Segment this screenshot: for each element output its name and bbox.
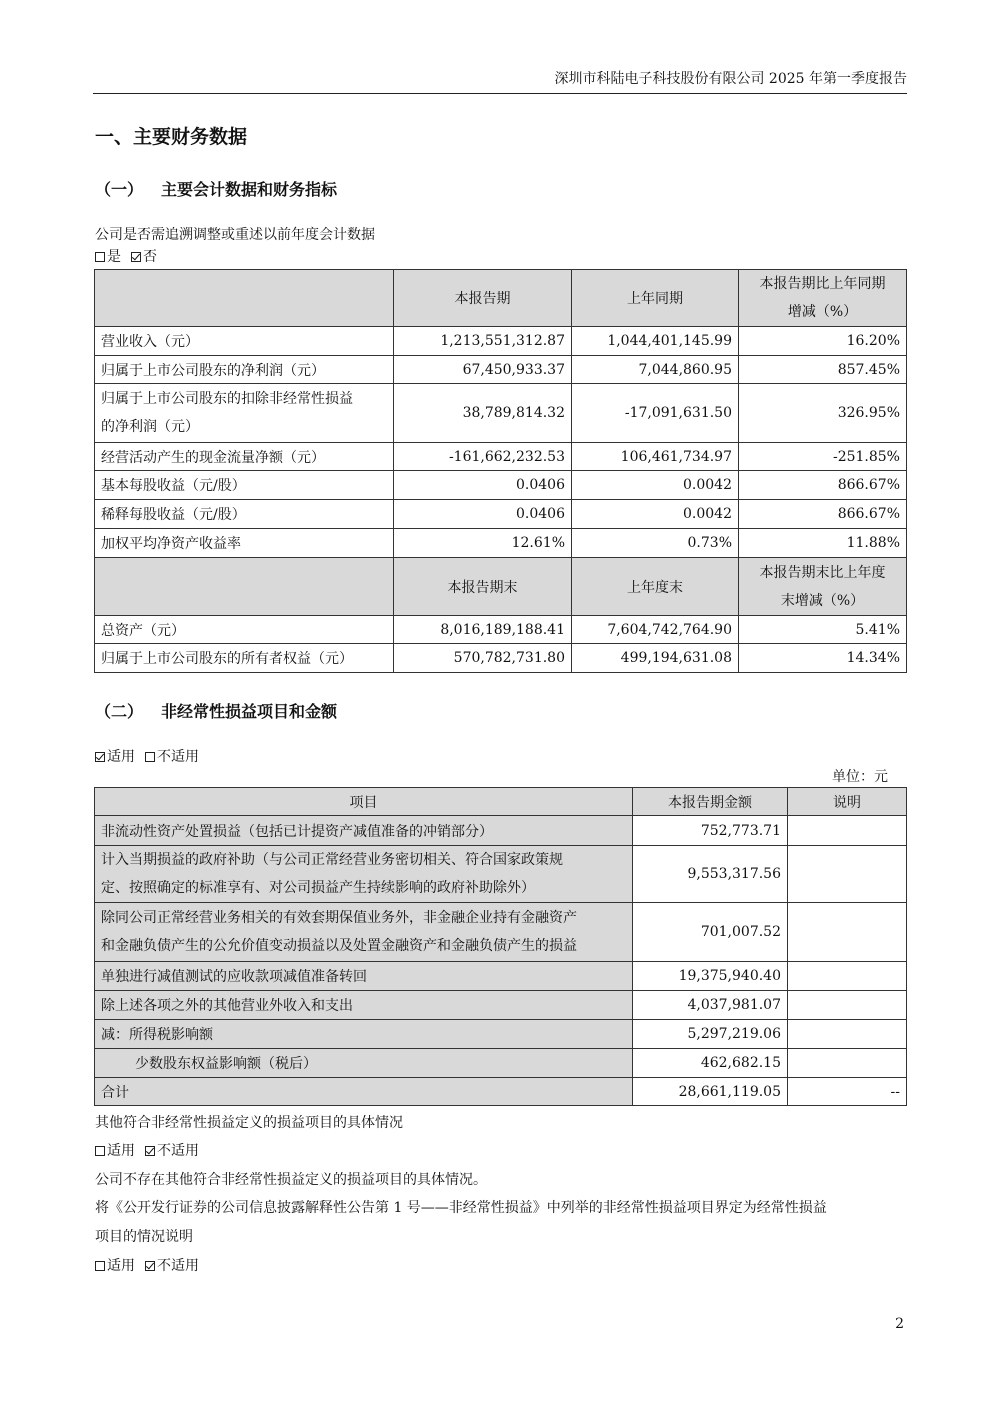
table-row <box>95 443 907 471</box>
item-remark <box>788 1020 907 1049</box>
report-title: 深圳市科陆电子科技股份有限公司 2025 年第一季度报告 <box>554 71 907 87</box>
financial-data-table <box>94 269 907 673</box>
row-prior: 106,461,734.97 <box>572 443 739 471</box>
checkbox-not-applies-checked-icon[interactable] <box>145 1261 155 1271</box>
applicable-options-3 <box>95 1255 199 1275</box>
applies-label: 适用 <box>107 749 135 765</box>
header-prior-period: 上年同期 <box>572 270 739 327</box>
row-label: 经营活动产生的现金流量净额（元） <box>95 443 394 471</box>
item-amount: 462,682.15 <box>633 1049 788 1078</box>
row-current: 12.61% <box>394 529 572 558</box>
row-current: 8,016,189,188.41 <box>394 616 572 644</box>
row-current: 0.0406 <box>394 471 572 500</box>
table1-header-row-2 <box>95 558 907 616</box>
item-label: 减：所得税影响额 <box>95 1020 633 1049</box>
unit-label: 单位：元 <box>832 769 888 785</box>
header-remark: 说明 <box>788 788 907 816</box>
row-current: -161,662,232.53 <box>394 443 572 471</box>
item-label-line2: 和金融负债产生的公允价值变动损益以及处置金融资产和金融负债产生的损益 <box>101 938 577 954</box>
row-prior: 1,044,401,145.99 <box>572 327 739 356</box>
row-current: 570,782,731.80 <box>394 644 572 673</box>
row-change: 866.67% <box>739 500 907 529</box>
table-row <box>95 616 907 644</box>
applies-label: 适用 <box>107 1258 135 1274</box>
row-current: 1,213,551,312.87 <box>394 327 572 356</box>
row-current: 67,450,933.37 <box>394 356 572 384</box>
header-change-line1: 本报告期比上年同期 <box>759 276 886 292</box>
item-amount: 5,297,219.06 <box>633 1020 788 1049</box>
subsection-1-label: 主要会计数据和财务指标 <box>161 180 338 199</box>
subsection-2-title <box>95 699 337 722</box>
total-amount: 28,661,119.05 <box>633 1078 788 1106</box>
row-prior: 499,194,631.08 <box>572 644 739 673</box>
header-current-period: 本报告期 <box>394 270 572 327</box>
row-change: 14.34% <box>739 644 907 673</box>
row-change: 857.45% <box>739 356 907 384</box>
item-label <box>95 903 633 962</box>
checkbox-not-applies-icon[interactable] <box>145 752 155 762</box>
row-prior: 0.0042 <box>572 471 739 500</box>
total-remark: -- <box>788 1078 907 1106</box>
row-prior: 0.73% <box>572 529 739 558</box>
header-change-line2: 增减（%） <box>787 304 858 320</box>
item-label <box>95 846 633 903</box>
other-items-title: 其他符合非经常性损益定义的损益项目的具体情况 <box>95 1115 403 1131</box>
table-row <box>95 846 907 903</box>
table-row <box>95 1049 907 1078</box>
table2-header-row <box>95 788 907 816</box>
header-change-pct-2 <box>739 558 907 616</box>
item-amount: 19,375,940.40 <box>633 962 788 991</box>
classification-note-line1: 将《公开发行证券的公司信息披露解释性公告第 1 号——非经常性损益》中列举的非经常性损益项目界定为经常性损益 <box>95 1200 827 1216</box>
applicable-options-1 <box>95 746 199 766</box>
row-change: -251.85% <box>739 443 907 471</box>
table-row <box>95 962 907 991</box>
table-row <box>95 991 907 1020</box>
row-change: 866.67% <box>739 471 907 500</box>
header2-change-line1: 本报告期末比上年度 <box>759 564 886 581</box>
restate-question: 公司是否需追溯调整或重述以前年度会计数据 <box>95 227 375 243</box>
item-amount: 752,773.71 <box>633 816 788 846</box>
row-label: 归属于上市公司股东的净利润（元） <box>95 356 394 384</box>
row-label: 基本每股收益（元/股） <box>95 471 394 500</box>
page-number: 2 <box>895 1316 904 1332</box>
item-amount: 4,037,981.07 <box>633 991 788 1020</box>
row-prior: 7,044,860.95 <box>572 356 739 384</box>
checkbox-not-applies-checked-icon[interactable] <box>145 1146 155 1156</box>
row-label-line1: 归属于上市公司股东的扣除非经常性损益 <box>101 391 353 407</box>
table-row <box>95 644 907 673</box>
item-label: 单独进行减值测试的应收款项减值准备转回 <box>95 962 633 991</box>
row-change: 5.41% <box>739 616 907 644</box>
item-amount: 701,007.52 <box>633 903 788 962</box>
table1-header-blank <box>95 270 394 327</box>
item-remark <box>788 962 907 991</box>
item-label-line1: 计入当期损益的政府补助（与公司正常经营业务密切相关、符合国家政策规 <box>101 852 563 868</box>
option-yes-label: 是 <box>107 249 121 265</box>
row-prior: 0.0042 <box>572 500 739 529</box>
classification-note-line2: 项目的情况说明 <box>95 1229 193 1245</box>
item-label: 除上述各项之外的其他营业外收入和支出 <box>95 991 633 1020</box>
other-items-statement: 公司不存在其他符合非经常性损益定义的损益项目的具体情况。 <box>95 1172 487 1188</box>
applies-label: 适用 <box>107 1143 135 1159</box>
table-row <box>95 816 907 846</box>
subsection-1-number: （一） <box>95 180 144 199</box>
item-label-line2: 定、按照确定的标准享有、对公司损益产生持续影响的政府补助除外） <box>101 880 535 896</box>
row-label: 归属于上市公司股东的所有者权益（元） <box>95 644 394 673</box>
subsection-2-label: 非经常性损益项目和金额 <box>161 702 338 721</box>
checkbox-applies-icon[interactable] <box>95 1261 105 1271</box>
checkbox-applies-checked-icon[interactable] <box>95 752 105 762</box>
section-title: 一、主要财务数据 <box>95 126 248 148</box>
header-period-end: 本报告期末 <box>394 558 572 616</box>
subsection-1-title <box>95 177 337 200</box>
not-applies-label: 不适用 <box>157 1143 199 1159</box>
item-remark <box>788 816 907 846</box>
row-label <box>95 384 394 443</box>
header2-change-line2: 末增减（%） <box>780 592 865 609</box>
item-remark <box>788 903 907 962</box>
table1-header-row <box>95 270 907 327</box>
restate-options <box>95 246 157 266</box>
row-label: 营业收入（元） <box>95 327 394 356</box>
row-change: 11.88% <box>739 529 907 558</box>
item-remark <box>788 846 907 903</box>
item-remark <box>788 991 907 1020</box>
row-label-line2: 的净利润（元） <box>101 419 199 435</box>
header-item: 项目 <box>95 788 633 816</box>
item-amount: 9,553,317.56 <box>633 846 788 903</box>
item-label: 少数股东权益影响额（税后） <box>95 1049 633 1078</box>
nonrecurring-items-table <box>94 787 907 1106</box>
table-row <box>95 384 907 443</box>
page-header <box>93 64 907 94</box>
table-row <box>95 903 907 962</box>
header-change-pct <box>739 270 907 327</box>
option-no-label: 否 <box>143 249 157 265</box>
table1-header2-blank <box>95 558 394 616</box>
header-prior-year-end: 上年度末 <box>572 558 739 616</box>
table-row <box>95 356 907 384</box>
row-change: 326.95% <box>739 384 907 443</box>
header-amount: 本报告期金额 <box>633 788 788 816</box>
table-row <box>95 471 907 500</box>
table-row <box>95 327 907 356</box>
not-applies-label: 不适用 <box>157 749 199 765</box>
total-label: 合计 <box>95 1078 633 1106</box>
row-label: 加权平均净资产收益率 <box>95 529 394 558</box>
subsection-2-number: （二） <box>95 702 144 721</box>
row-label: 稀释每股收益（元/股） <box>95 500 394 529</box>
table-row <box>95 529 907 558</box>
row-label: 总资产（元） <box>95 616 394 644</box>
item-label: 非流动性资产处置损益（包括已计提资产减值准备的冲销部分） <box>95 816 633 846</box>
row-change: 16.20% <box>739 327 907 356</box>
checkbox-yes-icon[interactable] <box>95 252 105 262</box>
checkbox-no-checked-icon[interactable] <box>131 252 141 262</box>
applicable-options-2 <box>95 1140 199 1160</box>
item-label-line1: 除同公司正常经营业务相关的有效套期保值业务外，非金融企业持有金融资产 <box>101 910 577 926</box>
table-row-total <box>95 1078 907 1106</box>
row-current: 0.0406 <box>394 500 572 529</box>
not-applies-label: 不适用 <box>157 1258 199 1274</box>
row-current: 38,789,814.32 <box>394 384 572 443</box>
item-remark <box>788 1049 907 1078</box>
table-row <box>95 500 907 529</box>
row-prior: -17,091,631.50 <box>572 384 739 443</box>
table-row <box>95 1020 907 1049</box>
row-prior: 7,604,742,764.90 <box>572 616 739 644</box>
checkbox-applies-icon[interactable] <box>95 1146 105 1156</box>
